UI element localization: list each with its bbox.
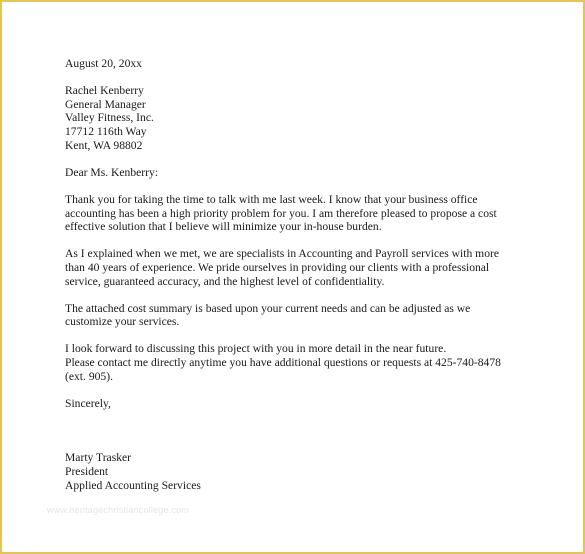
paragraph-contact: [65, 342, 565, 383]
paragraph-line: customize your services.: [65, 315, 180, 329]
closing: [65, 397, 565, 411]
recipient-street: 17712 116th Way: [65, 124, 147, 138]
date-text: August 20, 20xx: [65, 57, 142, 70]
recipient-address: [65, 84, 565, 152]
paragraph-line: accounting has been a high priority problem for you. I am therefore pleased to propose a cost: [65, 206, 497, 220]
salutation-text: Dear Ms. Kenberry:: [65, 165, 159, 179]
paragraph-line: effective solution that I believe will minimize your in-house burden.: [65, 220, 382, 234]
signature-block: [65, 451, 565, 492]
letter-date: [65, 57, 565, 71]
paragraph-cost-summary: [65, 302, 565, 329]
paragraph-services: [65, 247, 565, 288]
recipient-title: General Manager: [65, 97, 146, 111]
letter-body: [65, 57, 565, 492]
recipient-name: Rachel Kenberry: [65, 84, 144, 98]
closing-text: Sincerely,: [65, 396, 111, 410]
paragraph-intro: [65, 193, 565, 234]
paragraph-line: The attached cost summary is based upon your current needs and can be adjusted as we: [65, 301, 471, 315]
signer-title: President: [65, 465, 109, 479]
recipient-company: Valley Fitness, Inc.: [65, 111, 154, 125]
salutation: [65, 166, 565, 180]
signer-name: Marty Trasker: [65, 451, 132, 465]
paragraph-line: I look forward to discussing this project with you in more detail in the near future.: [65, 342, 447, 356]
paragraph-line: than 40 years of experience. We pride ourselves in providing our clients with a professional: [65, 260, 490, 274]
watermark-text: www.heritagechristiancollege.com: [47, 505, 189, 515]
signer-company: Applied Accounting Services: [65, 478, 201, 492]
paragraph-line: Thank you for taking the time to talk with me last week. I know that your business office: [65, 192, 478, 206]
recipient-city: Kent, WA 98802: [65, 138, 143, 152]
paragraph-line: service, guaranteed accuracy, and the highest level of confidentiality.: [65, 274, 385, 288]
paragraph-line: As I explained when we met, we are specialists in Accounting and Payroll services with more: [65, 247, 500, 261]
paragraph-line: (ext. 905).: [65, 369, 113, 383]
paragraph-line: Please contact me directly anytime you have additional questions or requests at 425-740-8478: [65, 356, 501, 370]
